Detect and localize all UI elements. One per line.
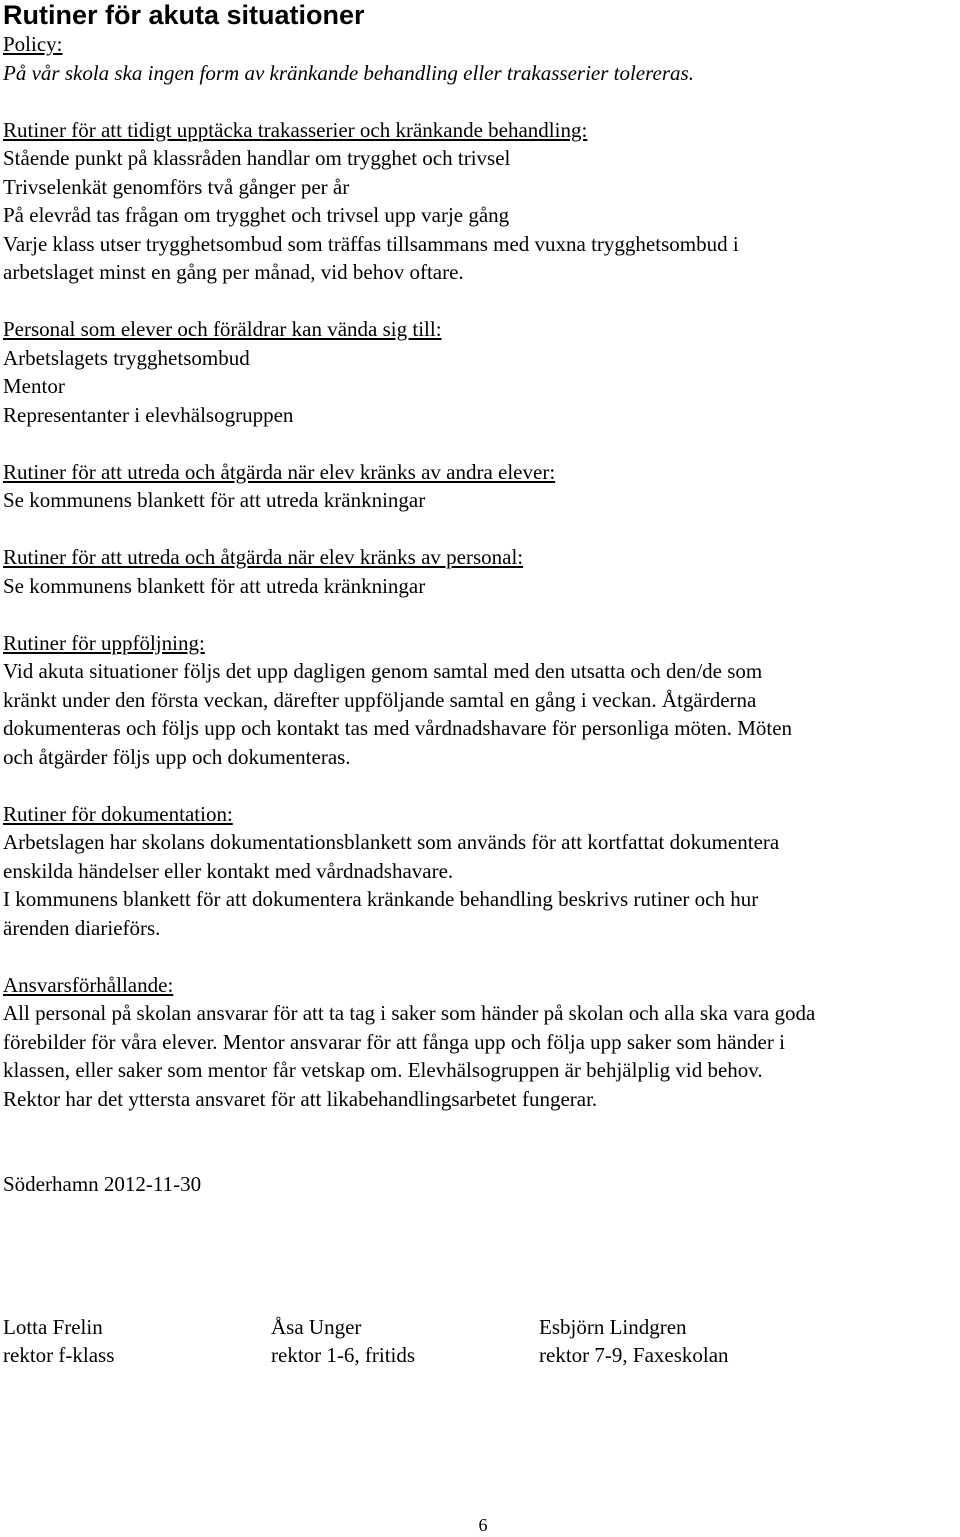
documentation-line: I kommunens blankett för att dokumentera kränkande behandling beskrivs rutiner och hur [3,887,759,911]
spacer [3,515,957,544]
spacer [3,942,957,971]
followup-line: och åtgärder följs upp och dokumenteras. [3,744,351,769]
signature-roles [3,1341,957,1370]
spacer [3,87,957,116]
place-date: Söderhamn 2012-11-30 [3,1172,202,1196]
document-body [3,30,957,1370]
staff-text: Se kommunens blankett för att utreda kränkningar [3,573,426,598]
followup-line: dokumenteras och följs upp och kontakt tas med vårdnadshavare för personliga möten. Möten [3,716,793,740]
early-detection-line: arbetslaget minst en gång per månad, vid behov oftare. [3,260,464,284]
signature-names [3,1313,957,1342]
spacer [3,1113,957,1170]
signature-name: Åsa Unger [271,1314,362,1339]
documentation-heading: Rutiner för dokumentation: [3,801,233,826]
documentation-line: Arbetslagen har skolans dokumentationsblankett som används för att kortfattat dokumentera [3,830,780,854]
policy-heading: Policy: [3,32,63,56]
followup-line: Vid akuta situationer följs det upp dagligen genom samtal med den utsatta och den/de som [3,659,763,683]
early-detection-line: Trivselenkät genomförs två gånger per år [3,174,350,199]
students-text: Se kommunens blankett för att utreda kränkningar [3,488,426,512]
contacts-line: Arbetslagets trygghetsombud [3,345,250,370]
spacer [3,771,957,800]
policy-text: På vår skola ska ingen form av kränkande behandling eller trakasserier tolereras. [3,60,694,85]
early-detection-line: På elevråd tas frågan om trygghet och trivsel upp varje gång [3,203,510,227]
documentation-line: ärenden diarieförs. [3,915,161,940]
staff-heading: Rutiner för att utreda och åtgärda när elev kränks av personal: [3,545,524,569]
responsibility-heading: Ansvarsförhållande: [3,972,174,997]
students-heading: Rutiner för att utreda och åtgärda när elev kränks av andra elever: [3,459,556,484]
spacer [3,429,957,458]
responsibility-line: förebilder för våra elever. Mentor ansvarar för att fånga upp och följa upp saker som händer i [3,1029,785,1054]
early-detection-line: Varje klass utser trygghetsombud som träffas tillsammans med vuxna trygghetsombud i [3,231,739,256]
contacts-line: Mentor [3,374,65,398]
signature-role: rektor 1-6, fritids [271,1343,416,1367]
early-detection-line: Stående punkt på klassråden handlar om trygghet och trivsel [3,146,511,170]
document-page [3,0,957,1370]
spacer [3,1199,957,1256]
followup-heading: Rutiner för uppföljning: [3,630,205,655]
signature-name: Lotta Frelin [3,1314,103,1339]
signature-name: Esbjörn Lindgren [539,1314,687,1339]
spacer [3,600,957,629]
responsibility-line: All personal på skolan ansvarar för att ta tag i saker som händer på skolan och alla ska vara goda [3,1001,816,1025]
documentation-line: enskilda händelser eller kontakt med vårdnadshavare. [3,858,454,883]
contacts-line: Representanter i elevhälsogruppen [3,402,294,427]
spacer [3,1256,957,1313]
responsibility-line: Rektor har det yttersta ansvaret för att likabehandlingsarbetet fungerar. [3,1086,598,1111]
contacts-heading: Personal som elever och föräldrar kan vända sig till: [3,317,442,341]
signature-role: rektor 7-9, Faxeskolan [539,1343,729,1367]
responsibility-line: klassen, eller saker som mentor får vetskap om. Elevhälsogruppen är behjälplig vid behov. [3,1058,763,1082]
spacer [3,287,957,316]
early-detection-heading: Rutiner för att tidigt upptäcka trakasserier och kränkande behandling: [3,117,588,142]
followup-line: kränkt under den första veckan, därefter uppföljande samtal en gång i veckan. Åtgärderna [3,687,757,712]
signature-role: rektor f-klass [3,1343,115,1367]
page-number: 6 [478,1515,488,1535]
page-title: Rutiner för akuta situationer [3,0,365,30]
